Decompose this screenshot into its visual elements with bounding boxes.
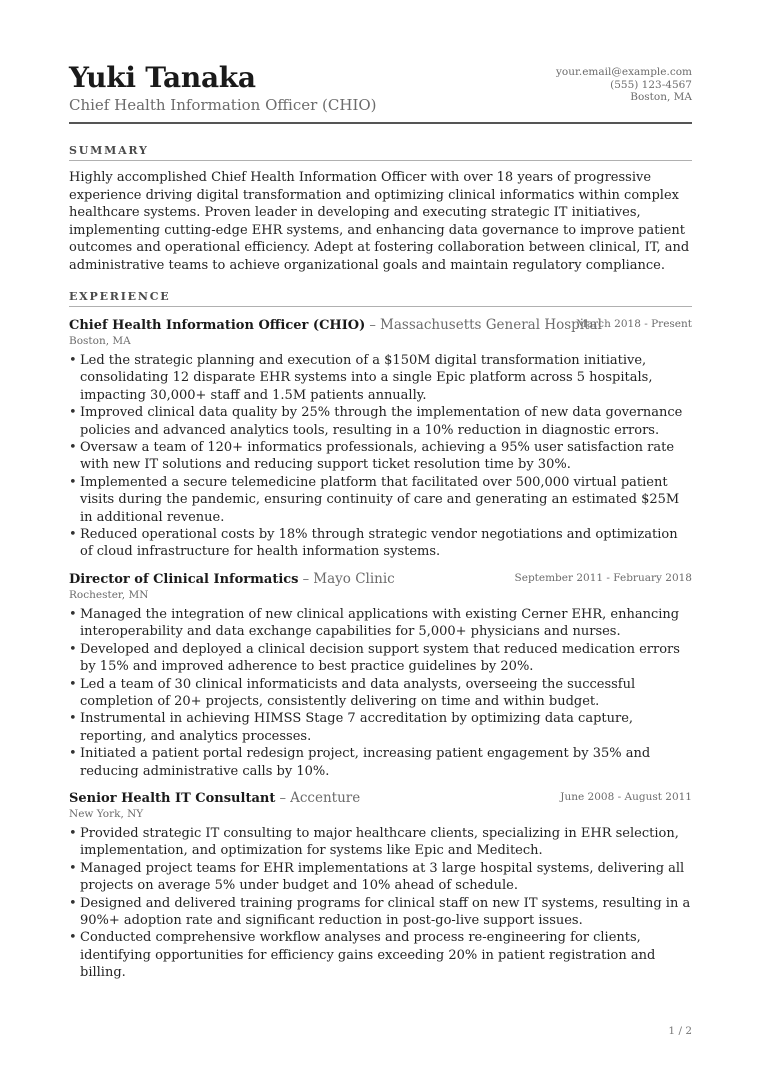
job-bullets (69, 606, 692, 780)
job-bullet: • Managed the integration of new clinical applications with existing Cerner EHR, enhancing interoperability and data exchange capabilities for 5,000+ physicians and nurses. (69, 606, 692, 641)
job-bullet: • Improved clinical data quality by 25% through the implementation of new data governance policies and advanced analytics tools, resulting in a 10% reduction in diagnostic errors. (69, 404, 692, 439)
job-bullet: • Led the strategic planning and execution of a $150M digital transformation initiative, consolidating 12 disparate EHR systems into a single Epic platform across 5 hospitals, impacting 30,000+ staff and 1.5M patients annually. (69, 352, 692, 404)
job-bullet: • Instrumental in achieving HIMSS Stage 7 accreditation by optimizing data capture, reporting, and analytics processes. (69, 710, 692, 745)
job-role: Chief Health Information Officer (CHIO) (69, 318, 366, 333)
job-role: Director of Clinical Informatics (69, 571, 299, 587)
candidate-name: Yuki Tanaka (69, 61, 256, 94)
resume-header (69, 60, 692, 124)
experience-heading: EXPERIENCE (69, 290, 692, 307)
contact-email[interactable]: your.email@example.com (555, 66, 692, 78)
job-dates: March 2018 - Present (576, 318, 692, 330)
job-bullet: • Managed project teams for EHR implementations at 3 large hospital systems, delivering all projects on average 5% under budget and 10% ahead of schedule. (69, 860, 692, 895)
job-bullet: • Initiated a patient portal redesign project, increasing patient engagement by 35% and reducing administrative calls by 10%. (69, 745, 692, 780)
job-dates: June 2008 - August 2011 (560, 790, 692, 803)
job-company: Mayo Clinic (313, 570, 395, 587)
job-separator: – (365, 318, 381, 333)
job-bullet: • Developed and deployed a clinical decision support system that reduced medication errors by 15% and improved adherence to best practice guidelines by 20%. (69, 641, 692, 676)
job-bullet: • Provided strategic IT consulting to major healthcare clients, specializing in EHR selection, implementation, and optimization for systems like Epic and Meditech. (69, 825, 692, 860)
candidate-title: Chief Health Information Officer (CHIO) (69, 96, 377, 114)
job-bullets (69, 825, 692, 982)
summary-text: Highly accomplished Chief Health Information Officer with over 18 years of progressive experience driving digital transformation and optimizing clinical informatics within complex healthcare systems. Proven leader in developing and executing strategic IT initiatives, implementing cutting-edge EHR systems, and enhancing data governance to improve patient outcomes and operational efficiency. Adept at fostering collaboration between clinical, IT, and administrative teams to achieve organizational goals and maintain regulatory compliance. (69, 170, 690, 273)
job-bullet: • Reduced operational costs by 18% through strategic vendor negotiations and optimization of cloud infrastructure for health information systems. (69, 526, 692, 561)
summary-heading: SUMMARY (69, 144, 692, 161)
job-location: Rochester, MN (69, 588, 149, 601)
page-number: 1 / 2 (668, 1025, 692, 1037)
job-bullet: • Oversaw a team of 120+ informatics professionals, achieving a 95% user satisfaction rate with new IT solutions and reducing support ticket resolution time by 30%. (69, 439, 692, 474)
experience-list (69, 315, 692, 982)
job-company: Accenture (290, 789, 361, 806)
job-header (69, 788, 692, 806)
job-company: Massachusetts General Hospital (380, 317, 602, 333)
job-role: Senior Health IT Consultant (69, 790, 276, 806)
job-bullet: • Led a team of 30 clinical informaticists and data analysts, overseeing the successful completion of 20+ projects, consistently delivering on time and within budget. (69, 676, 692, 711)
job-entry (69, 788, 692, 982)
job-bullet: • Designed and delivered training programs for clinical staff on new IT systems, resulting in a 90%+ adoption rate and significant reduction in post-go-live support issues. (69, 895, 692, 930)
job-dates: September 2011 - February 2018 (514, 571, 692, 584)
contact-location: Boston, MA (630, 91, 692, 103)
job-header (69, 315, 692, 333)
job-entry (69, 315, 692, 561)
job-location: New York, NY (69, 807, 144, 820)
job-bullet: • Implemented a secure telemedicine platform that facilitated over 500,000 virtual patient visits during the pandemic, ensuring continuity of care and generating an estimated $25M in additional revenue. (69, 474, 692, 526)
resume-page (69, 60, 692, 982)
job-bullets (69, 352, 692, 561)
job-bullet: • Conducted comprehensive workflow analyses and process re-engineering for clients, identifying opportunities for efficiency gains exceeding 20% in patient registration and billing. (69, 929, 692, 981)
contact-phone: (555) 123-4567 (610, 78, 692, 91)
job-separator: – (298, 571, 314, 587)
job-separator: – (275, 790, 291, 806)
job-header (69, 569, 692, 587)
job-entry (69, 569, 692, 780)
job-location: Boston, MA (69, 335, 131, 347)
contact-block (556, 66, 692, 104)
